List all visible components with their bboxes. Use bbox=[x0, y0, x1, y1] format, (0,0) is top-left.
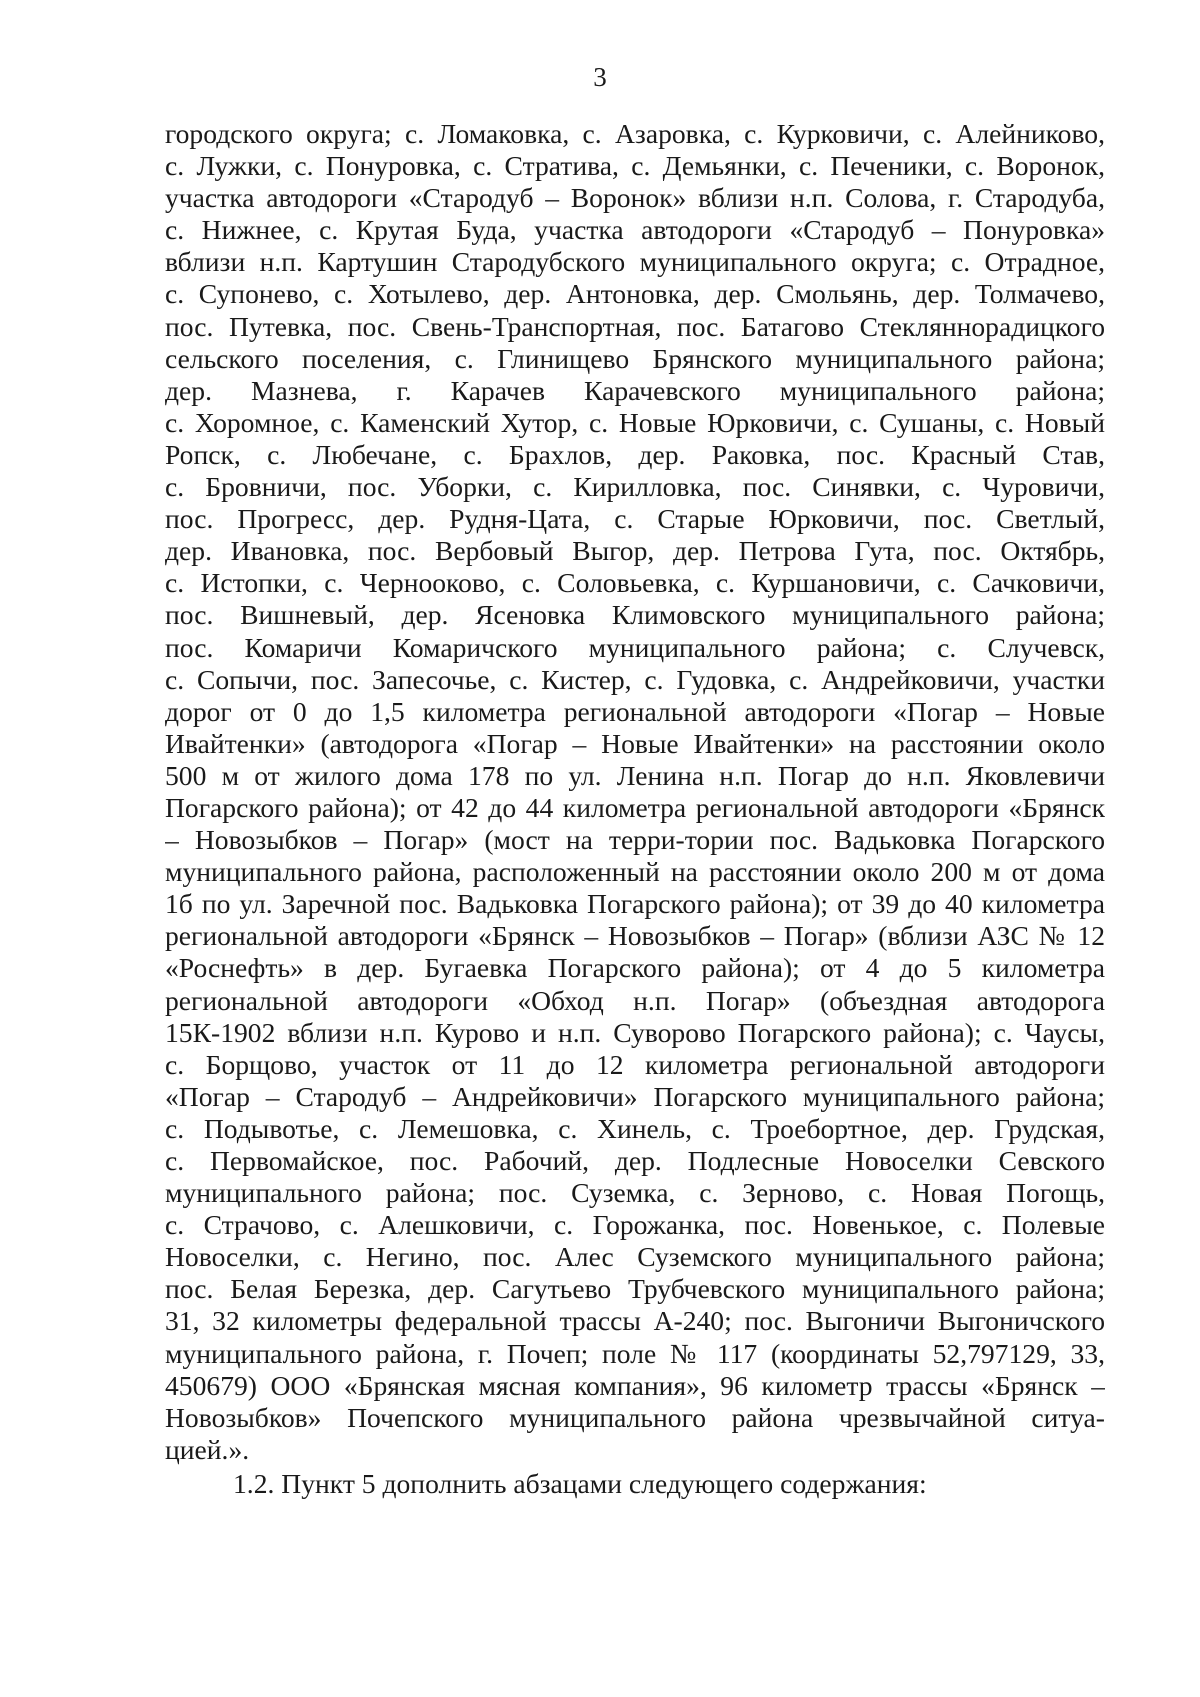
text-line: участка автодороги «Стародуб – Воронок» вблизи н.п. Солова, г. Стародуба, bbox=[165, 182, 1105, 214]
text-line: муниципального района, расположенный на расстоянии около 200 м от дома bbox=[165, 856, 1105, 888]
text-line: региональной автодороги «Брянск – Новозыбков – Погар» (вблизи АЗС № 12 bbox=[165, 920, 1105, 952]
text-line: муниципального района; пос. Суземка, с. Зерново, с. Новая Погощь, bbox=[165, 1177, 1105, 1209]
text-line: пос. Комаричи Комаричского муниципального района; с. Случевск, bbox=[165, 631, 1105, 663]
text-line: 1б по ул. Заречной пос. Вадьковка Погарского района); от 39 до 40 километра bbox=[165, 888, 1105, 920]
text-line: с. Истопки, с. Чернооково, с. Соловьевка, с. Куршановичи, с. Сачковичи, bbox=[165, 567, 1105, 599]
text-line: с. Страчово, с. Алешковичи, с. Горожанка, пос. Новенькое, с. Полевые bbox=[165, 1209, 1105, 1241]
text-line: пос. Путевка, пос. Свень-Транспортная, пос. Батагово Стекляннорадицкого bbox=[165, 310, 1105, 342]
text-line: 500 м от жилого дома 178 по ул. Ленина н.п. Погар до н.п. Яковлевичи bbox=[165, 759, 1105, 791]
text-line: пос. Белая Березка, дер. Сагутьево Трубчевского муниципального района; bbox=[165, 1273, 1105, 1305]
text-line: с. Хоромное, с. Каменский Хутор, с. Новые Юрковичи, с. Сушаны, с. Новый bbox=[165, 406, 1105, 438]
text-line: вблизи н.п. Картушин Стародубского муниципального округа; с. Отрадное, bbox=[165, 246, 1105, 278]
text-line: с. Лужки, с. Понуровка, с. Стратива, с. Демьянки, с. Печеники, с. Воронок, bbox=[165, 150, 1105, 182]
text-line: – Новозыбков – Погар» (мост на терри-тории пос. Вадьковка Погарского bbox=[165, 824, 1105, 856]
text-line: пос. Вишневый, дер. Ясеновка Климовского муниципального района; bbox=[165, 599, 1105, 631]
text-line: «Роснефть» в дер. Бугаевка Погарского района); от 4 до 5 километра bbox=[165, 952, 1105, 984]
paragraph-1-2: 1.2. Пункт 5 дополнить абзацами следующего содержания: bbox=[233, 1467, 927, 1499]
text-line: Ивайтенки» (автодорога «Погар – Новые Ивайтенки» на расстоянии около bbox=[165, 727, 1105, 759]
text-line: с. Первомайское, пос. Рабочий, дер. Подлесные Новоселки Севского bbox=[165, 1145, 1105, 1176]
text-line: 450679) ООО «Брянская мясная компания», 96 километр трассы «Брянск – bbox=[165, 1369, 1105, 1401]
text-line: с. Сопычи, пос. Запесочье, с. Кистер, с. Гудовка, с. Андрейковичи, участки bbox=[165, 663, 1105, 695]
text-line: Погарского района); от 42 до 44 километра региональной автодороги «Брянск bbox=[165, 791, 1105, 823]
text-line: «Погар – Стародуб – Андрейковичи» Погарского муниципального района; bbox=[165, 1080, 1105, 1112]
text-line: дорог от 0 до 1,5 километра региональной автодороги «Погар – Новые bbox=[165, 695, 1105, 727]
text-line: с. Супонево, с. Хотылево, дер. Антоновка, дер. Смольянь, дер. Толмачево, bbox=[165, 278, 1105, 310]
text-line: Новозыбков» Почепского муниципального района чрезвычайной ситуа- bbox=[165, 1401, 1105, 1433]
page-number: 3 bbox=[593, 62, 607, 92]
text-line: 15К-1902 вблизи н.п. Курово и н.п. Суворово Погарского района); с. Чаусы, bbox=[165, 1016, 1105, 1048]
text-line: с. Бровничи, пос. Уборки, с. Кирилловка, пос. Синявки, с. Чуровичи, bbox=[165, 471, 1105, 503]
text-line: с. Подывотье, с. Лемешовка, с. Хинель, с. Троебортное, дер. Грудская, bbox=[165, 1112, 1105, 1144]
text-line: с. Борщово, участок от 11 до 12 километра региональной автодороги bbox=[165, 1048, 1105, 1080]
text-line: региональной автодороги «Обход н.п. Погар» (объездная автодорога bbox=[165, 984, 1105, 1016]
text-line: с. Нижнее, с. Крутая Буда, участка автодороги «Стародуб – Понуровка» bbox=[165, 214, 1105, 246]
text-line: дер. Ивановка, пос. Вербовый Выгор, дер. Петрова Гута, пос. Октябрь, bbox=[165, 535, 1105, 567]
text-line: Новоселки, с. Негино, пос. Алес Суземского муниципального района; bbox=[165, 1241, 1105, 1273]
text-line: пос. Прогресс, дер. Рудня-Цата, с. Старые Юрковичи, пос. Светлый, bbox=[165, 503, 1105, 535]
text-line: сельского поселения, с. Глинищево Брянского муниципального района; bbox=[165, 342, 1105, 374]
text-line: городского округа; с. Ломаковка, с. Азаровка, с. Курковичи, с. Алейниково, bbox=[165, 118, 1105, 149]
body-text bbox=[165, 118, 1105, 1500]
text-line: муниципального района, г. Почеп; поле № 117 (координаты 52,797129, 33, bbox=[165, 1337, 1105, 1369]
text-line: Ропск, с. Любечане, с. Брахлов, дер. Раковка, пос. Красный Став, bbox=[165, 438, 1105, 470]
text-line: дер. Мазнева, г. Карачев Карачевского муниципального района; bbox=[165, 374, 1105, 406]
text-line: цией.». bbox=[165, 1433, 250, 1465]
text-line: 31, 32 километры федеральной трассы А-240; пос. Выгоничи Выгоничского bbox=[165, 1305, 1105, 1337]
